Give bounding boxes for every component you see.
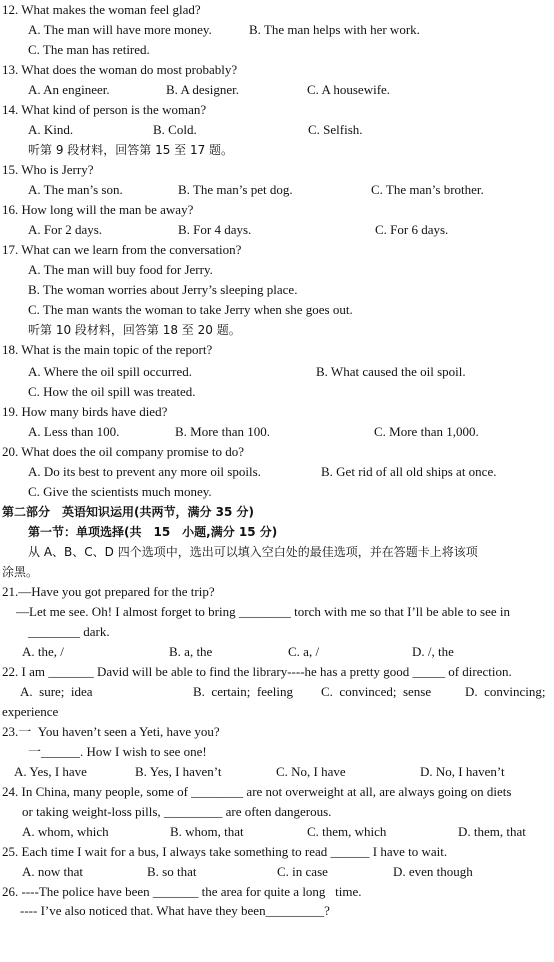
options-21 xyxy=(0,642,554,662)
option-a: A. The man’s son. xyxy=(28,182,123,197)
question-18 xyxy=(0,340,554,360)
instruction-9 xyxy=(0,140,554,160)
question-26-line2 xyxy=(0,901,554,921)
question-21 xyxy=(0,582,554,602)
options-12b xyxy=(0,40,554,60)
option-c: C. Selfish. xyxy=(308,122,363,137)
question-text: 22. I am _______ David will be able to find the library----he has a pretty good _____ of direction. xyxy=(2,664,512,679)
question-text: ---- I’ve also noticed that. What have they been_________? xyxy=(20,903,330,918)
question-text: 23.一 You haven’t seen a Yeti, have you? xyxy=(2,724,220,739)
options-22-wrap xyxy=(0,702,554,722)
question-25 xyxy=(0,842,554,862)
option-a: A. Yes, I have xyxy=(14,764,87,779)
option-b: B. Get rid of all old ships at once. xyxy=(321,464,497,479)
question-text: 12. What makes the woman feel glad? xyxy=(2,2,201,17)
option-b: B. whom, that xyxy=(170,824,244,839)
option-c: C. More than 1,000. xyxy=(374,424,479,439)
options-15 xyxy=(0,180,554,200)
option-c: C. No, I have xyxy=(276,764,346,779)
option-b: B. The woman worries about Jerry’s sleeping place. xyxy=(28,282,298,297)
question-text: 15. Who is Jerry? xyxy=(2,162,94,177)
options-13 xyxy=(0,80,554,100)
options-20 xyxy=(0,462,554,482)
part-title xyxy=(0,502,554,522)
question-12 xyxy=(0,0,554,20)
section-title xyxy=(0,522,554,542)
option-c: C. A housewife. xyxy=(307,82,391,97)
option-a: A. The man will buy food for Jerry. xyxy=(28,262,213,277)
option-b: B. A designer. xyxy=(166,82,239,97)
option-c: C. them, which xyxy=(307,824,387,839)
question-text: 19. How many birds have died? xyxy=(2,404,168,419)
option-a: A. the, / xyxy=(22,644,64,659)
options-24 xyxy=(0,822,554,842)
question-text: 21.—Have you got prepared for the trip? xyxy=(2,584,215,599)
question-text: 20. What does the oil company promise to do? xyxy=(2,444,245,459)
question-23 xyxy=(0,722,554,742)
option-c: C. Give the scientists much money. xyxy=(28,484,212,499)
question-22 xyxy=(0,662,554,682)
options-22 xyxy=(0,682,554,702)
options-18 xyxy=(0,362,554,382)
question-text: ________ dark. xyxy=(28,624,110,639)
option-b: B. a, the xyxy=(169,644,213,659)
question-text: 一______. How I wish to see one! xyxy=(28,744,207,759)
section-title-text: 第一节：单项选择(共 15 小题,满分 15 分) xyxy=(28,525,278,539)
instruction-text: 听第 9 段材料，回答第 15 至 17 题。 xyxy=(28,143,234,157)
instruction-10 xyxy=(0,320,554,340)
option-c: C. For 6 days. xyxy=(375,222,449,237)
option-c: C. How the oil spill was treated. xyxy=(28,384,196,399)
instruction-text: 听第 10 段材料，回答第 18 至 20 题。 xyxy=(28,323,241,337)
question-19 xyxy=(0,402,554,422)
option-b: B. Cold. xyxy=(153,122,197,137)
question-13 xyxy=(0,60,554,80)
options-18b xyxy=(0,382,554,402)
question-text: —Let me see. Oh! I almost forget to bring ________ torch with me so that I’ll be able to see in xyxy=(16,604,511,619)
section-instruction-text: 从 A、B、C、D 四个选项中，选出可以填入空白处的最佳选项，并在答题卡上将该项 xyxy=(28,545,478,559)
option-c: C. The man wants the woman to take Jerry when she goes out. xyxy=(28,302,353,317)
question-21-line2 xyxy=(0,602,554,622)
option-a: A. Less than 100. xyxy=(28,424,120,439)
option-a: A. For 2 days. xyxy=(28,222,103,237)
option-b: B. The man helps with her work. xyxy=(249,22,420,37)
question-text: 14. What kind of person is the woman? xyxy=(2,102,207,117)
option-c: C. a, / xyxy=(288,644,320,659)
question-text: or taking weight-loss pills, _________ are often dangerous. xyxy=(22,804,332,819)
option-b: B. Yes, I haven’t xyxy=(135,764,222,779)
option-a: A. The man will have more money. xyxy=(28,22,212,37)
options-23 xyxy=(0,762,554,782)
question-20 xyxy=(0,442,554,462)
question-26 xyxy=(0,882,554,902)
option-c: C. The man has retired. xyxy=(28,42,150,57)
option-d: D. convincing; xyxy=(465,684,546,699)
question-17 xyxy=(0,240,554,260)
question-text: 18. What is the main topic of the report? xyxy=(2,342,213,357)
question-text: 16. How long will the man be away? xyxy=(2,202,194,217)
option-a: A. sure; idea xyxy=(20,684,93,699)
question-14 xyxy=(0,100,554,120)
section-instruction-wrap xyxy=(0,562,554,582)
option-d: D. even though xyxy=(393,864,473,879)
option-b: B. The man’s pet dog. xyxy=(178,182,293,197)
option-a: A. Kind. xyxy=(28,122,74,137)
options-19 xyxy=(0,422,554,442)
option-c: C. The man’s brother. xyxy=(371,182,484,197)
question-text: 26. ----The police have been _______ the area for quite a long time. xyxy=(2,884,362,899)
option-b: B. More than 100. xyxy=(175,424,270,439)
option-17c xyxy=(0,300,554,320)
question-24 xyxy=(0,782,554,802)
options-12 xyxy=(0,20,554,40)
option-d-wrap: experience xyxy=(2,704,59,719)
question-24-line2 xyxy=(0,802,554,822)
options-14 xyxy=(0,120,554,140)
option-b: B. For 4 days. xyxy=(178,222,252,237)
option-d: D. No, I haven’t xyxy=(420,764,505,779)
option-b: B. so that xyxy=(147,864,197,879)
option-c: C. in case xyxy=(277,864,328,879)
part-title-text: 第二部分 英语知识运用(共两节，满分 35 分) xyxy=(2,505,255,519)
question-text: 13. What does the woman do most probably? xyxy=(2,62,238,77)
option-b: B. What caused the oil spoil. xyxy=(316,364,466,379)
question-text: 25. Each time I wait for a bus, I always take something to read ______ I have to wait. xyxy=(2,844,448,859)
options-20b xyxy=(0,482,554,502)
option-a: A. whom, which xyxy=(22,824,109,839)
question-21-line3 xyxy=(0,622,554,642)
options-16 xyxy=(0,220,554,240)
option-17b xyxy=(0,280,554,300)
options-25 xyxy=(0,862,554,882)
question-15 xyxy=(0,160,554,180)
option-d: D. /, the xyxy=(412,644,454,659)
option-a: A. now that xyxy=(22,864,84,879)
option-a: A. An engineer. xyxy=(28,82,110,97)
option-d: D. them, that xyxy=(458,824,526,839)
question-23-line2 xyxy=(0,742,554,762)
section-instruction xyxy=(0,542,554,562)
question-16 xyxy=(0,200,554,220)
option-17a xyxy=(0,260,554,280)
option-b: B. certain; feeling xyxy=(193,684,293,699)
option-a: A. Where the oil spill occurred. xyxy=(28,364,193,379)
option-c: C. convinced; sense xyxy=(321,684,432,699)
option-a: A. Do its best to prevent any more oil spoils. xyxy=(28,464,261,479)
section-instruction-text: 涂黑。 xyxy=(2,565,39,579)
question-text: 17. What can we learn from the conversation? xyxy=(2,242,242,257)
question-text: 24. In China, many people, some of ________ are not overweight at all, are always going on diets xyxy=(2,784,512,799)
